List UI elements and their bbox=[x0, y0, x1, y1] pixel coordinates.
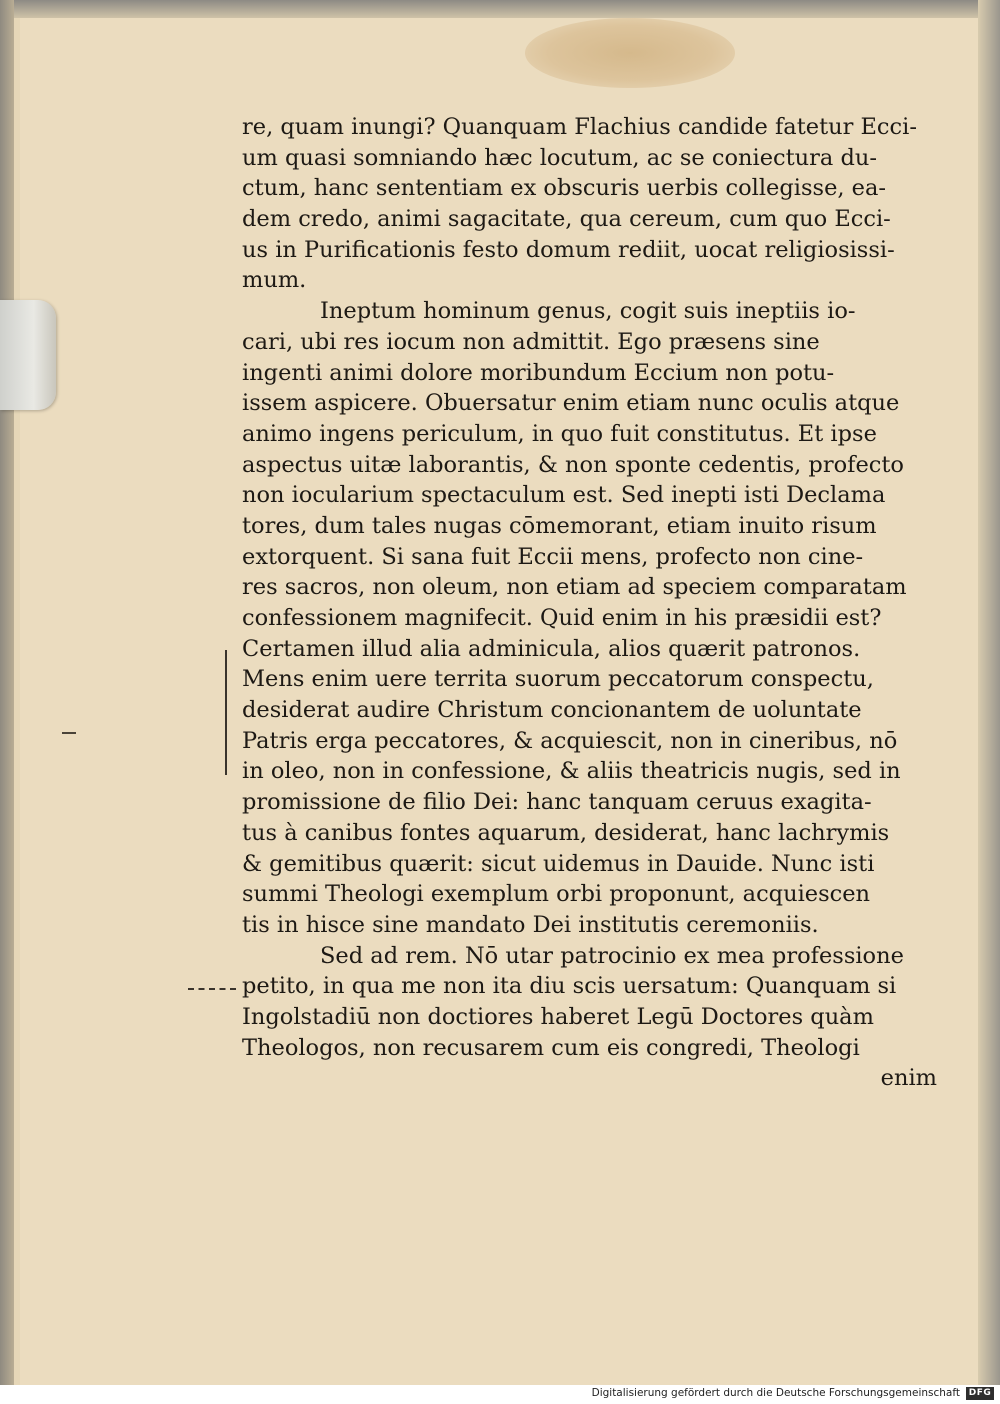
page-clip bbox=[0, 300, 56, 410]
text-line: Ingolstadiū non doctiores haberet Legū Doctores quàm bbox=[242, 1003, 874, 1030]
text-line: res sacros, non oleum, non etiam ad speciem comparatam bbox=[242, 574, 907, 601]
text-line: tus à canibus fontes aquarum, desiderat, hanc lachrymis bbox=[242, 819, 890, 846]
text-line: aspectus uitæ laborantis, & non sponte cedentis, profecto bbox=[242, 451, 904, 478]
text-line: & gemitibus quærit: sicut uidemus in Dauide. Nunc isti bbox=[242, 850, 875, 877]
text-line: Patris erga peccatores, & acquiescit, non in cineribus, nō bbox=[242, 727, 898, 754]
text-line: Ineptum hominum genus, cogit suis ineptiis io- bbox=[320, 298, 856, 325]
catchword: enim bbox=[880, 1065, 937, 1092]
book-binding-edge bbox=[0, 0, 14, 1385]
text-line: summi Theologi exemplum orbi proponunt, acquiescen bbox=[242, 881, 871, 908]
text-line: cari, ubi res iocum non admittit. Ego præsens sine bbox=[242, 328, 820, 355]
text-line: confessionem magnifecit. Quid enim in his præsidii est? bbox=[242, 605, 882, 631]
text-line: promissione de filio Dei: hanc tanquam ceruus exagita- bbox=[242, 789, 872, 816]
text-line: mum. bbox=[242, 267, 307, 294]
text-line: non iocularium spectaculum est. Sed inepti isti Declama bbox=[242, 482, 886, 509]
book-right-edge bbox=[978, 0, 1000, 1385]
text-line: Certamen illud alia adminicula, alios quærit patronos. bbox=[242, 635, 861, 662]
text-line: animo ingens periculum, in quo fuit constitutus. Et ipse bbox=[242, 420, 877, 447]
page-text bbox=[242, 112, 937, 1094]
text-line: in oleo, non in confessione, & aliis theatricis nugis, sed in bbox=[242, 758, 901, 785]
margin-annotation-dash bbox=[188, 988, 236, 990]
text-line: re, quam inungi? Quanquam Flachius candide fatetur Ecci- bbox=[242, 114, 917, 140]
text-line: tores, dum tales nugas cōmemorant, etiam inuito risum bbox=[242, 512, 877, 539]
text-line: ctum, hanc sententiam ex obscuris uerbis collegisse, ea- bbox=[242, 175, 887, 202]
margin-annotation-bracket bbox=[225, 650, 241, 775]
dfg-logo: DFG bbox=[966, 1387, 994, 1400]
text-line: Theologos, non recusarem cum eis congredi, Theologi bbox=[242, 1034, 860, 1061]
text-line: extorquent. Si sana fuit Eccii mens, profecto non cine- bbox=[242, 543, 864, 570]
book-top-edge bbox=[0, 0, 1000, 18]
text-line: us in Purificationis festo domum rediit, uocat religiosissi- bbox=[242, 236, 895, 263]
footer-credit: Digitalisierung gefördert durch die Deutsche Forschungsgemeinschaft bbox=[591, 1387, 960, 1399]
margin-mark bbox=[62, 732, 76, 734]
text-line: dem credo, animi sagacitate, qua cereum, cum quo Ecci- bbox=[242, 206, 891, 233]
text-line: Mens enim uere territa suorum peccatorum conspectu, bbox=[242, 666, 874, 693]
text-line: petito, in qua me non ita diu scis uersatum: Quanquam si bbox=[242, 973, 897, 1000]
water-stain bbox=[525, 18, 735, 88]
text-line: desiderat audire Christum concionantem de uoluntate bbox=[242, 697, 862, 724]
text-line: ingenti animi dolore moribundum Eccium non potu- bbox=[242, 359, 835, 386]
text-line: um quasi somniando hæc locutum, ac se coniectura du- bbox=[242, 144, 877, 171]
text-line: tis in hisce sine mandato Dei institutis ceremoniis. bbox=[242, 911, 819, 938]
text-line: Sed ad rem. Nō utar patrocinio ex mea professione bbox=[320, 942, 904, 969]
text-line: issem aspicere. Obuersatur enim etiam nunc oculis atque bbox=[242, 390, 900, 417]
